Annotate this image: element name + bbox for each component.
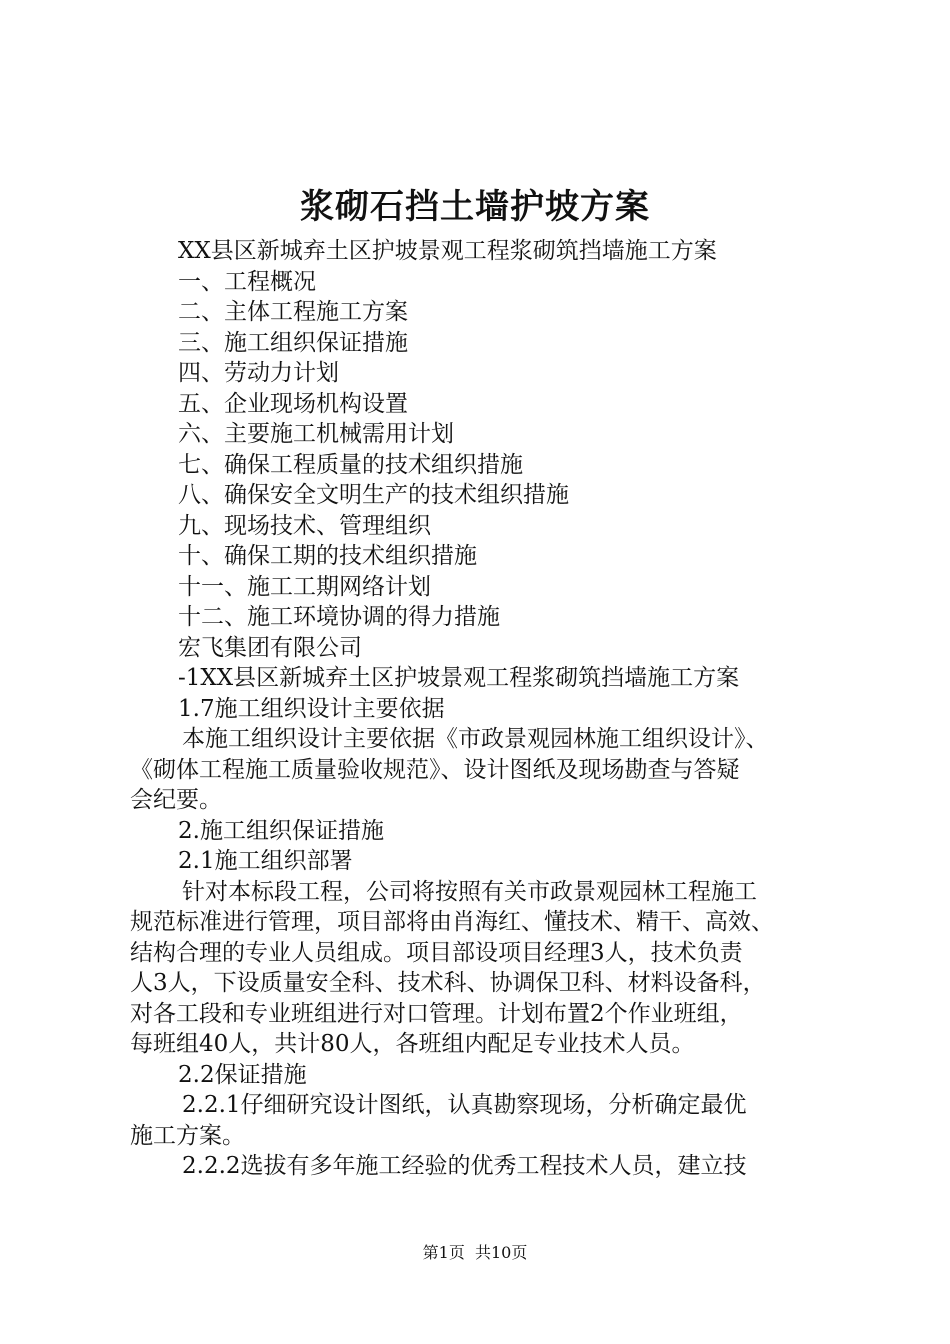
- toc-item: 十一、施工工期网络计划: [178, 573, 431, 600]
- body-line: 针对本标段工程，公司将按照有关市政景观园林工程施工: [182, 878, 757, 905]
- body-line: 每班组40人，共计80人，各班组内配足专业技术人员。: [130, 1031, 695, 1057]
- toc-item: 二、主体工程施工方案: [178, 299, 408, 325]
- toc-item: 七、确保工程质量的技术组织措施: [178, 451, 523, 478]
- toc-item: 一、工程概况: [178, 268, 316, 295]
- toc-item: 十、确保工期的技术组织措施: [178, 543, 477, 569]
- body-line: 结构合理的专业人员组成。项目部设项目经理3人，技术负责: [130, 939, 743, 966]
- body-line: 1.7施工组织设计主要依据: [178, 695, 445, 722]
- toc-item: 十二、施工环境协调的得力措施: [178, 604, 500, 630]
- body-line: 2.施工组织保证措施: [178, 817, 384, 844]
- body-line: 《砌体工程施工质量验收规范》、设计图纸及现场勘查与答疑: [130, 756, 740, 783]
- page-footer: 第1页 共10页: [422, 1243, 528, 1262]
- toc-item: 四、劳动力计划: [178, 360, 339, 386]
- body-line: 规范标准进行管理，项目部将由肖海红、懂技术、精干、高效、: [130, 909, 774, 935]
- toc-item: 八、确保安全文明生产的技术组织措施: [178, 482, 569, 508]
- page-header-line: -1XX县区新城弃土区护坡景观工程浆砌筑挡墙施工方案: [178, 665, 740, 691]
- body-line: 会纪要。: [130, 787, 222, 813]
- body-sections: [130, 694, 830, 1182]
- subtitle-line: XX县区新城弃土区护坡景观工程浆砌筑挡墙施工方案: [178, 238, 717, 264]
- toc-item: 六、主要施工机械需用计划: [178, 421, 454, 447]
- body-line: 2.1施工组织部署: [178, 848, 353, 874]
- toc-item: 五、企业现场机构设置: [178, 390, 408, 417]
- body-line: 施工方案。: [130, 1122, 245, 1149]
- table-of-contents: [130, 267, 830, 633]
- body-line: 对各工段和专业班组进行对口管理。计划布置2个作业班组，: [130, 1000, 743, 1027]
- body-line: 本施工组织设计主要依据《市政景观园林施工组织设计》、: [182, 726, 769, 752]
- body-line: 2.2保证措施: [178, 1061, 307, 1088]
- document-title: 浆砌石挡土墙护坡方案: [300, 187, 650, 227]
- toc-item: 三、施工组织保证措施: [178, 329, 408, 356]
- company-name: 宏飞集团有限公司: [178, 634, 362, 661]
- body-line: 2.2.2选拔有多年施工经验的优秀工程技术人员，建立技: [182, 1153, 747, 1179]
- body-line: 2.2.1仔细研究设计图纸，认真勘察现场，分析确定最优: [182, 1092, 747, 1118]
- toc-item: 九、现场技术、管理组织: [178, 512, 431, 539]
- document-body: [130, 236, 830, 1182]
- body-line: 人3人，下设质量安全科、技术科、协调保卫科、材料设备科，: [130, 970, 766, 996]
